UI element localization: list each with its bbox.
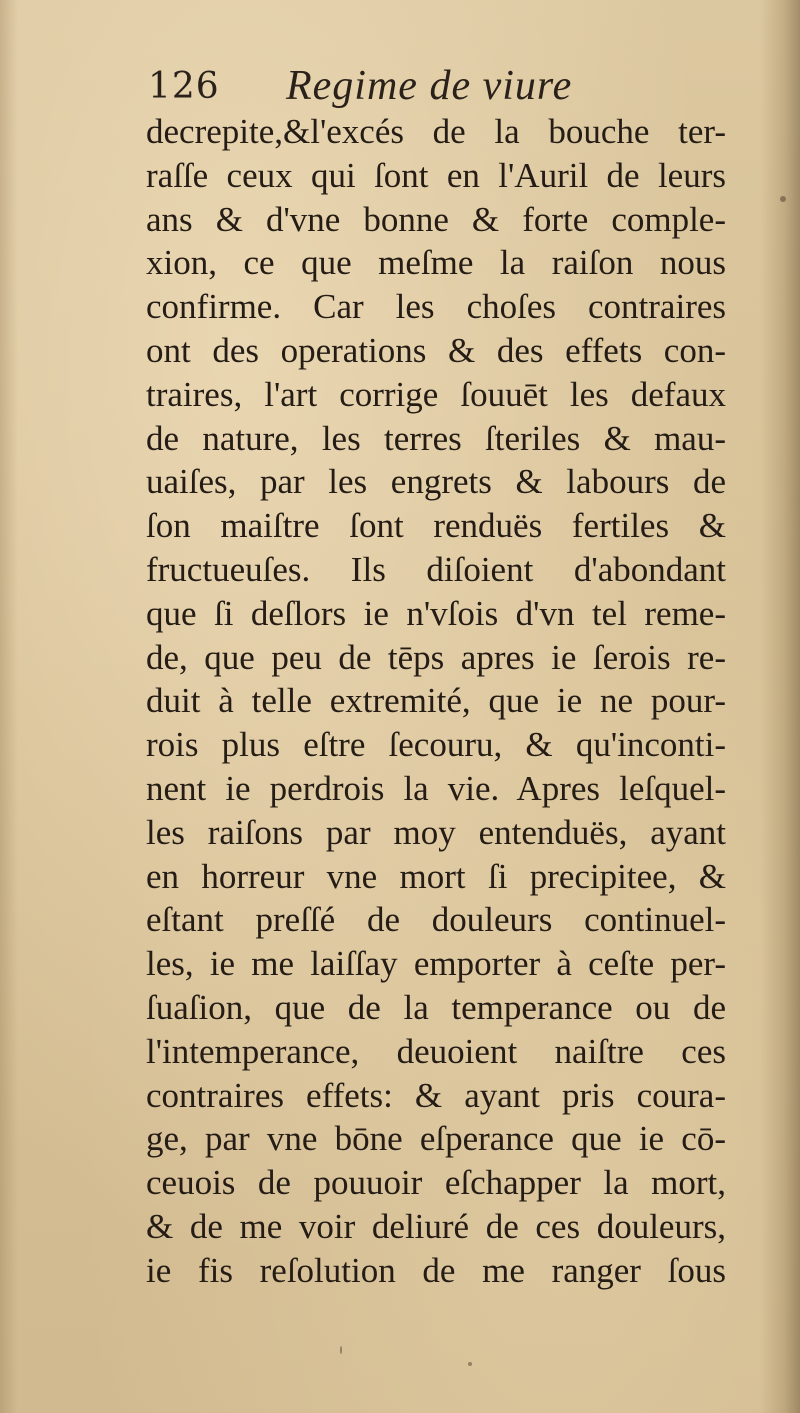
text-line: contraires effets: & ayant pris coura-: [146, 1075, 726, 1115]
text-line: duit à telle extremité, que ie ne pour-: [146, 681, 726, 721]
text-line: en horreur vne mort ſi precipitee, &: [146, 856, 726, 896]
text-line: xion, ce que meſme la raiſon nous: [146, 243, 726, 283]
text-line: que ſi deſlors ie n'vſois d'vn tel reme-: [146, 593, 726, 633]
text-line: traires, l'art corrige ſouuēt les defaux: [146, 374, 726, 414]
text-line: raſſe ceux qui ſont en l'Auril de leurs: [146, 155, 726, 195]
text-line: & de me voir deliuré de ces douleurs,: [146, 1206, 726, 1246]
text-line: ſon maiſtre ſont renduës fertiles &: [146, 506, 726, 546]
text-line: nent ie perdrois la vie. Apres leſquel-: [146, 768, 726, 808]
page-left-shadow: [0, 0, 18, 1413]
text-line: ie fis reſolution de me ranger ſous: [146, 1250, 726, 1290]
text-line: ſuaſion, que de la temperance ou de: [146, 987, 726, 1027]
paper-speck: [780, 196, 786, 202]
paper-speck: [468, 1362, 472, 1366]
paper-speck: [340, 1346, 342, 1354]
text-line: eſtant preſſé de douleurs continuel-: [146, 900, 726, 940]
text-line: uaiſes, par les engrets & labours de: [146, 462, 726, 502]
text-line: les, ie me laiſſay emporter à ceſte per-: [146, 944, 726, 984]
body-text: [146, 110, 726, 1293]
page-number: 126: [148, 66, 220, 107]
text-line: ge, par vne bōne eſperance que ie cō-: [146, 1119, 726, 1159]
text-line: de, que peu de tēps apres ie ſerois re-: [146, 637, 726, 677]
text-line: decrepite,&l'excés de la bouche ter-: [146, 112, 726, 151]
page-header: [148, 62, 728, 112]
text-line: l'intemperance, deuoient naiſtre ces: [146, 1031, 726, 1071]
text-line: ceuois de pouuoir eſchapper la mort,: [146, 1163, 726, 1203]
running-head: Regime de viure: [286, 63, 573, 109]
page-gutter-shadow: [760, 0, 800, 1413]
text-line: les raiſons par moy entenduës, ayant: [146, 812, 726, 852]
text-line: fructueuſes. Ils diſoient d'abondant: [146, 549, 726, 589]
text-line: ont des operations & des effets con-: [146, 330, 726, 370]
text-line: confirme. Car les choſes contraires: [146, 287, 726, 327]
text-line: rois plus eſtre ſecouru, & qu'inconti-: [146, 725, 726, 765]
text-line: ans & d'vne bonne & forte comple-: [146, 199, 726, 239]
text-line: de nature, les terres ſteriles & mau-: [146, 418, 726, 458]
